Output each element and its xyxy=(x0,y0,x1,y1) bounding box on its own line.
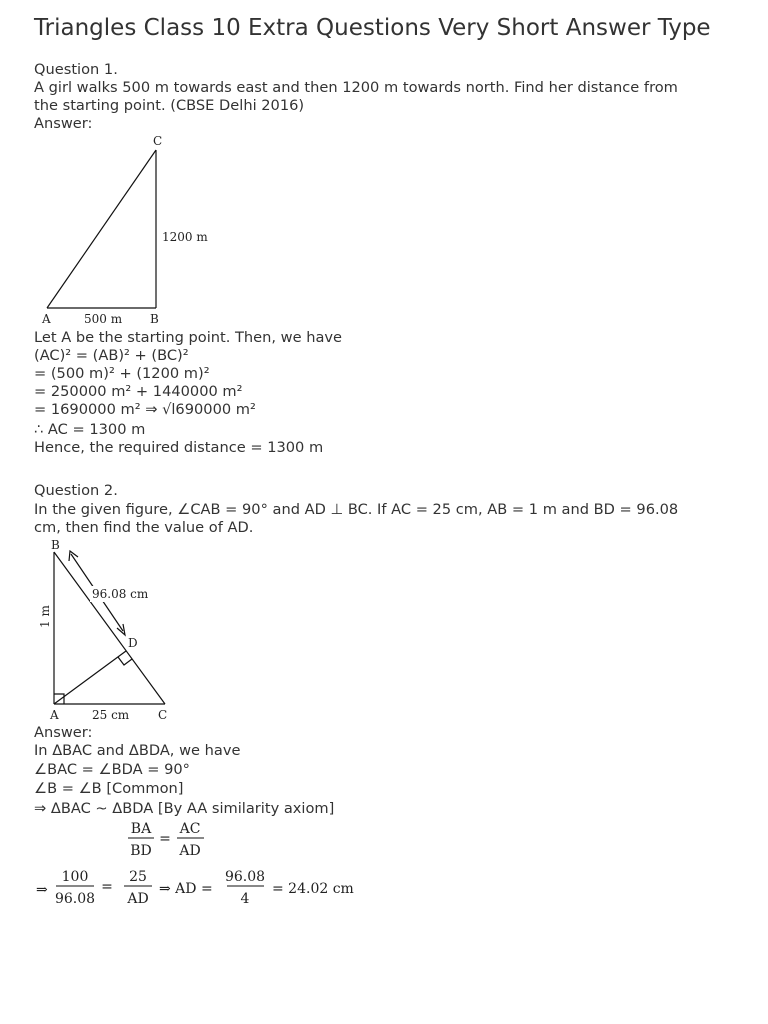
q1-label-bc: 1200 m xyxy=(162,230,208,244)
q1-label-c: C xyxy=(153,134,163,148)
eq2-equals1: = xyxy=(101,879,113,895)
q1-answer-label: Answer: xyxy=(34,115,93,132)
q1-solution-line4: = 250000 m² + 1440000 m² xyxy=(34,383,243,400)
q1-triangle-figure xyxy=(34,132,234,328)
eq2-implies2: ⇒ AD = xyxy=(159,881,213,897)
q2-arrowhead-d xyxy=(117,624,125,635)
q2-label-ac: 25 cm xyxy=(92,708,130,722)
eq1-num1: BA xyxy=(130,821,152,837)
q1-label-a: A xyxy=(42,312,51,326)
q1-heading: Question 1. xyxy=(34,61,118,78)
q2-triangle-figure xyxy=(34,536,194,726)
q2-right-angle-d xyxy=(118,657,132,665)
eq2-den2: AD xyxy=(127,891,149,907)
q1-solution-line3: = (500 m)² + (1200 m)² xyxy=(34,365,210,382)
q1-solution-line1: Let A be the starting point. Then, we have xyxy=(34,329,343,346)
eq2-num3: 96.08 xyxy=(224,869,266,885)
q1-solution-line5: = 1690000 m² ⇒ √l690000 m² xyxy=(34,401,256,418)
q2-equations xyxy=(34,812,374,912)
eq1-den1: BD xyxy=(130,843,152,859)
q2-heading: Question 2. xyxy=(34,482,118,499)
q2-solution-line1: In ΔBAC and ΔBDA, we have xyxy=(34,742,241,759)
q1-label-b: B xyxy=(150,312,159,326)
eq2-result: = 24.02 cm xyxy=(272,881,354,897)
q2-segment-bc xyxy=(54,552,165,704)
q1-solution-line6: ∴ AC = 1300 m xyxy=(34,421,146,438)
page-title: Triangles Class 10 Extra Questions Very Short Answer Type xyxy=(34,15,711,41)
q2-segment-ad xyxy=(54,651,126,704)
eq2-den1: 96.08 xyxy=(54,891,96,907)
eq1-num2: AC xyxy=(179,821,201,837)
q2-arrowhead-b xyxy=(69,551,78,561)
q2-solution-line2: ∠BAC = ∠BDA = 90° xyxy=(34,761,190,778)
q2-answer-label: Answer: xyxy=(34,724,93,741)
q1-text-line1: A girl walks 500 m towards east and then 1200 m towards north. Find her distance from xyxy=(34,79,678,96)
eq2-den3: 4 xyxy=(240,891,250,907)
q1-segment-ac xyxy=(47,150,156,308)
q2-label-d: D xyxy=(128,636,138,650)
q2-text-line2: cm, then find the value of AD. xyxy=(34,519,254,536)
q1-text-line2: the starting point. (CBSE Delhi 2016) xyxy=(34,97,305,114)
eq2-num1: 100 xyxy=(61,869,89,885)
q2-solution-line3: ∠B = ∠B [Common] xyxy=(34,780,184,797)
q1-solution-line2: (AC)² = (AB)² + (BC)² xyxy=(34,347,189,364)
eq1-equals: = xyxy=(159,831,171,847)
q2-solution-line4: ⇒ ΔBAC ~ ΔBDA [By AA similarity axiom] xyxy=(34,800,335,817)
q2-label-b: B xyxy=(51,538,60,552)
q2-text-line1: In the given figure, ∠CAB = 90° and AD ⊥ BC. If AC = 25 cm, AB = 1 m and BD = 96.08 xyxy=(34,501,679,518)
q1-solution-line7: Hence, the required distance = 1300 m xyxy=(34,439,324,456)
q2-label-a: A xyxy=(50,708,59,722)
q2-label-bd: 96.08 cm xyxy=(92,587,149,601)
q1-label-ab: 500 m xyxy=(84,312,123,326)
eq2-implies1: ⇒ xyxy=(36,882,48,898)
q2-label-ab: 1 m xyxy=(38,605,52,628)
q2-label-c: C xyxy=(158,708,168,722)
eq2-num2: 25 xyxy=(129,869,147,885)
eq1-den2: AD xyxy=(179,843,201,859)
